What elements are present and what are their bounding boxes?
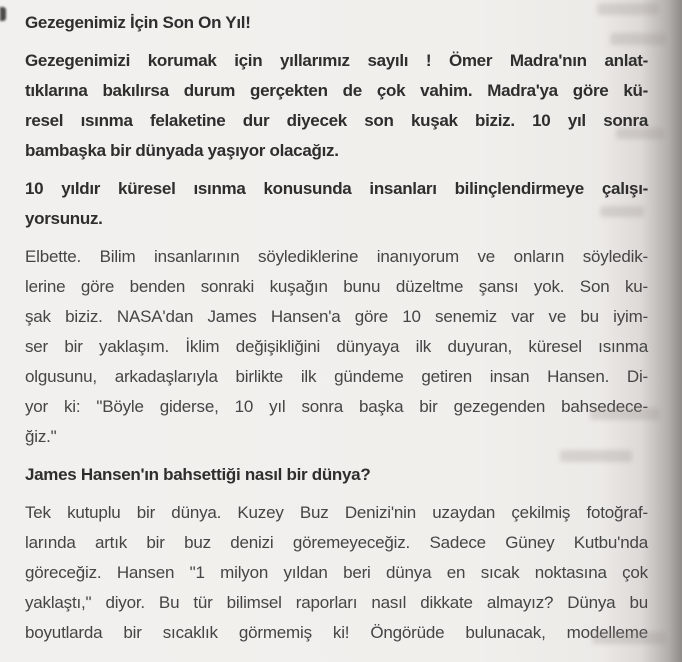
text-line: bambaşka bir dünyada yaşıyor olacağız. xyxy=(25,141,339,160)
text-line: yor ki: "Böyle giderse, 10 yıl sonra başka bir gezegenden bahsedece- xyxy=(25,397,648,416)
text-line: şak biziz. NASA'dan James Hansen'a göre 10 senemiz var ve bu iyim- xyxy=(25,307,648,326)
article-title: Gezegenimiz İçin Son On Yıl! xyxy=(25,13,251,32)
article-title-block xyxy=(25,8,648,38)
text-line: Elbette. Bilim insanlarının söylediklerine inanıyorum ve onların söyledik- xyxy=(25,247,648,266)
text-line: tıklarına bakılırsa durum gerçekten de çok vahim. Madra'ya göre kü- xyxy=(25,81,648,100)
text-line: 10 yıldır küresel ısınma konusunda insanları bilinçlendirmeye çalışı- xyxy=(25,179,648,198)
text-line: yorsunuz. xyxy=(25,209,103,228)
text-line: larında artık bir buz denizi göremeyeceğiz. Sadece Güney Kutbu'nda xyxy=(25,533,648,552)
interview-question-1 xyxy=(25,174,648,234)
interview-answer-2 xyxy=(25,498,648,648)
text-line: yaklaştı," diyor. Bu tür bilimsel raporları nasıl dikkate almayız? Dünya bu xyxy=(25,593,648,612)
text-line: resel ısınma felaketine dur diyecek son kuşak biziz. 10 yıl sonra xyxy=(25,111,648,130)
text-line: boyutlarda bir sıcaklık görmemiş ki! Öngörüde bulunacak, modelleme xyxy=(25,623,648,642)
text-line: olgusunu, arkadaşlarıyla birlikte ilk gündeme getiren insan Hansen. Di- xyxy=(25,367,648,386)
interview-question-2 xyxy=(25,460,648,490)
text-line: ser bir yaklaşım. İklim değişikliğini dünyaya ilk duyuran, küresel ısınma xyxy=(25,337,648,356)
text-line: James Hansen'ın bahsettiği nasıl bir dünya? xyxy=(25,465,371,484)
scan-artifact-notch xyxy=(0,7,6,21)
text-line: Gezegenimizi korumak için yıllarımız sayılı ! Ömer Madra'nın anlat- xyxy=(25,51,648,70)
text-line: Tek kutuplu bir dünya. Kuzey Buz Denizi'nin uzaydan çekilmiş fotoğraf- xyxy=(25,503,648,522)
text-line: ğiz." xyxy=(25,427,57,446)
interview-answer-1 xyxy=(25,242,648,452)
text-line: göreceğiz. Hansen "1 milyon yıldan beri dünya en sıcak noktasına çok xyxy=(25,563,648,582)
text-line: lerine göre benden sonraki kuşağın bunu düzeltme şansı yok. Son ku- xyxy=(25,277,648,296)
intro-paragraph xyxy=(25,46,648,166)
